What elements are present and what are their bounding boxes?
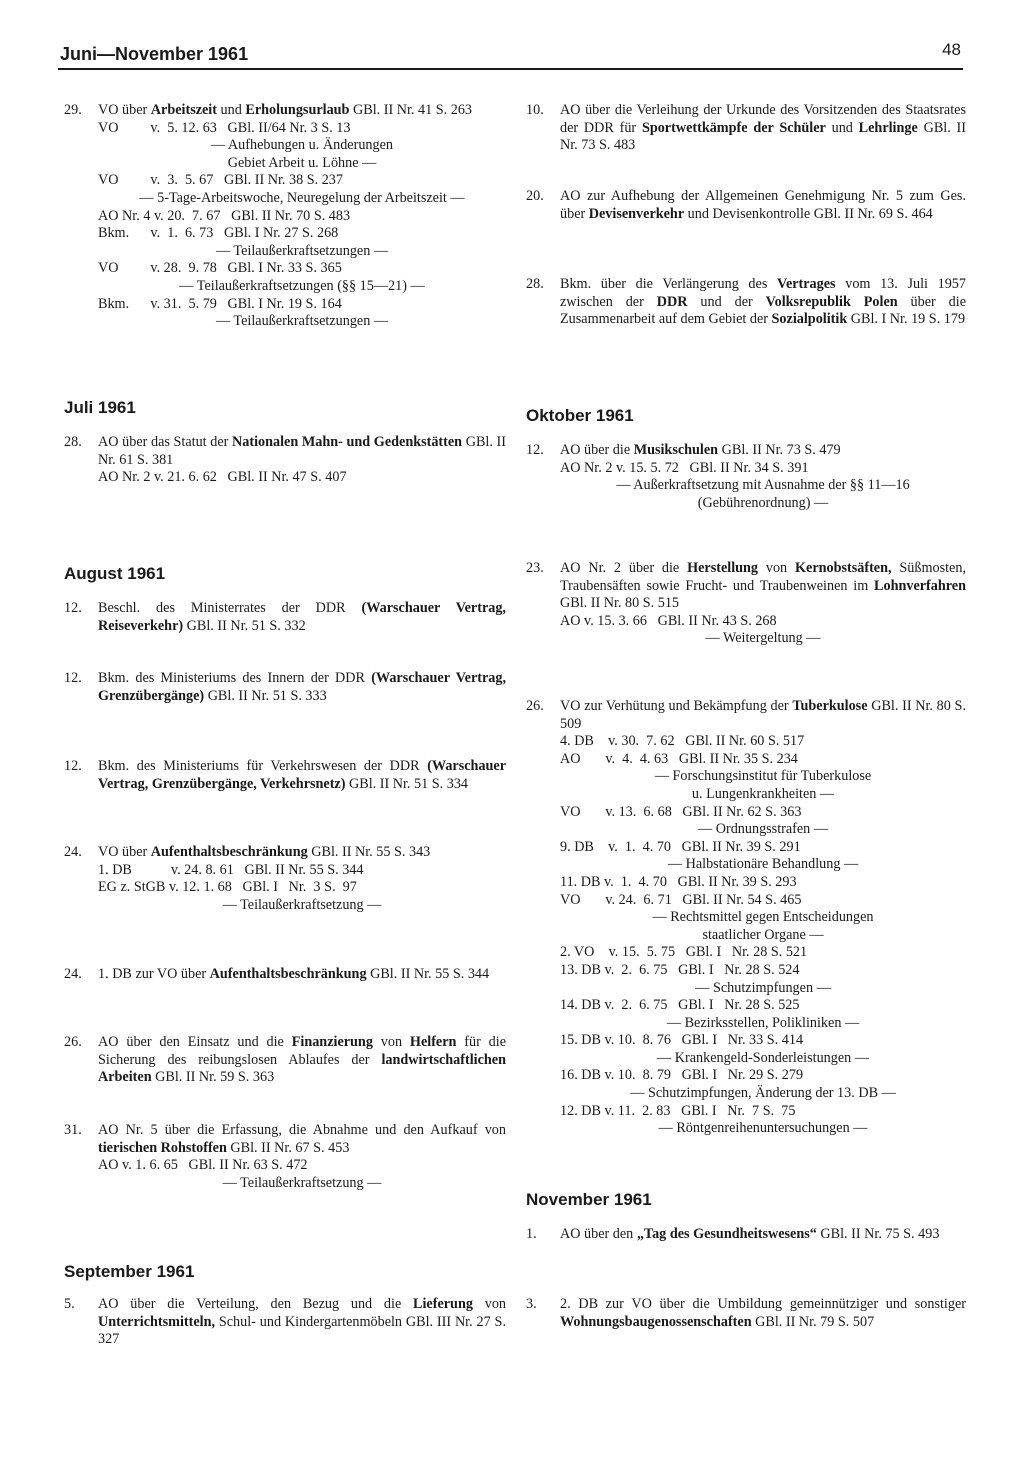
- entry-text: VO über Aufenthaltsbeschränkung GBl. II Nr. 55 S. 343: [98, 844, 431, 860]
- keyword: Devisenverkehr: [588, 205, 685, 222]
- entry-text: AO zur Aufhebung der Allgemeinen Genehmigung Nr. 5 zum Ges. über Devisenverkehr und Devisenkontrolle GBl. II Nr. 69 S. 464: [560, 188, 966, 222]
- entry-august-12a: [64, 600, 506, 635]
- keyword: (Warschauer Vertrag, Grenzübergänge, Verkehrsnetz): [98, 758, 506, 792]
- amendment-line: AO v. 15. 3. 66 GBl. II Nr. 43 S. 268: [560, 612, 777, 629]
- keyword: Sozialpolitik: [771, 311, 848, 328]
- entry-text: VO über Arbeitszeit und Erholungsurlaub GBl. II Nr. 41 S. 263: [98, 102, 473, 118]
- amendment-note: u. Lungenkrankheiten —: [691, 785, 835, 802]
- entry-text: AO über die Verleihung der Urkunde des Vorsitzenden des Staatsrates der DDR für Sportwettkämpfe der Schüler und Lehrlinge GBl. II Nr. 73 S. 483: [560, 102, 966, 154]
- keyword: (Warschauer Vertrag, Reiseverkehr): [98, 600, 506, 634]
- amendment-line: EG z. StGB v. 12. 1. 68 GBl. I Nr. 3 S. 97: [98, 879, 357, 896]
- entry-text: Beschl. des Ministerrates der DDR (Warschauer Vertrag, Reiseverkehr) GBl. II Nr. 51 S. 332: [98, 600, 506, 634]
- keyword: Volksrepublik Polen: [765, 293, 898, 310]
- entry-august-31: [64, 1122, 506, 1192]
- amendment-note: — Rechtsmittel gegen Entscheidungen: [652, 909, 874, 926]
- entry-text: AO über den „Tag des Gesundheitswesens“ GBl. II Nr. 75 S. 493: [560, 1226, 940, 1242]
- entry-november-1: [526, 1226, 966, 1244]
- entry-juli-28: [64, 434, 506, 487]
- entry-number: 12.: [64, 758, 82, 774]
- entry-number: 23.: [526, 560, 544, 576]
- entry-text: 2. DB zur VO über die Umbildung gemeinnütziger und sonstiger Wohnungsbaugenossenschaften GBl. II Nr. 79 S. 507: [560, 1296, 966, 1330]
- entry-text: AO über den Einsatz und die Finanzierung von Helfern für die Sicherung des reibungslosen Ablaufes der landwirtschaftlichen Arbeiten GBl. II Nr. 59 S. 363: [98, 1034, 506, 1086]
- amendment-note: — Bezirksstellen, Polikliniken —: [666, 1014, 860, 1031]
- entry-november-3: [526, 1296, 966, 1331]
- entry-number: 12.: [526, 442, 544, 458]
- amendment-note: — Krankengeld-Sonderleistungen —: [657, 1049, 869, 1066]
- keyword: Wohnungsbaugenossenschaften: [560, 1313, 752, 1330]
- entry-august-12b: [64, 670, 506, 705]
- entry-august-24b: [64, 966, 506, 984]
- entry-number: 12.: [64, 600, 82, 616]
- keyword: Lehrlinge: [858, 119, 918, 136]
- entry-number: 26.: [64, 1034, 82, 1050]
- entry-text: AO über die Verteilung, den Bezug und die Lieferung von Unterrichtsmitteln, Schul- und Kindergartenmöbeln GBl. III Nr. 27 S. 327: [98, 1296, 507, 1348]
- keyword: Aufenthaltsbeschränkung: [150, 844, 308, 860]
- amendment-line: Bkm. v. 1. 6. 73 GBl. I Nr. 27 S. 268: [98, 225, 339, 242]
- keyword: landwirtschaftlichen Arbeiten: [98, 1051, 506, 1086]
- entry-28: [526, 276, 966, 329]
- amendment-line: 14. DB v. 2. 6. 75 GBl. I Nr. 28 S. 525: [560, 997, 800, 1014]
- entry-number: 28.: [64, 434, 82, 450]
- amendment-line: 11. DB v. 1. 4. 70 GBl. II Nr. 39 S. 293: [560, 873, 797, 890]
- amendment-line: VO v. 3. 5. 67 GBl. II Nr. 38 S. 237: [98, 172, 343, 189]
- amendment-line: Bkm. v. 31. 5. 79 GBl. I Nr. 19 S. 164: [98, 295, 342, 312]
- entry-number: 29.: [64, 102, 82, 118]
- amendment-note: — Außerkraftsetzung mit Ausnahme der §§ 11—16: [616, 477, 910, 494]
- keyword: Unterrichtsmitteln,: [98, 1313, 216, 1330]
- keyword: Lohnverfahren: [874, 577, 966, 594]
- entry-number: 3.: [526, 1296, 537, 1312]
- entry-text: Bkm. des Ministeriums für Verkehrswesen der DDR (Warschauer Vertrag, Grenzübergänge, Verkehrsnetz) GBl. II Nr. 51 S. 334: [98, 758, 506, 792]
- entry-oktober-12: [526, 442, 966, 512]
- entry-number: 12.: [64, 670, 82, 686]
- entry-number: 10.: [526, 102, 544, 118]
- amendment-note: — Schutzimpfungen, Änderung der 13. DB —: [630, 1085, 896, 1102]
- amendment-note: — Halbstationäre Behandlung —: [667, 856, 859, 873]
- amendment-line: 12. DB v. 11. 2. 83 GBl. I Nr. 7 S. 75: [560, 1102, 796, 1119]
- amendment-note: Gebiet Arbeit u. Löhne —: [227, 154, 377, 171]
- page-header: [58, 40, 963, 70]
- entry-29: [64, 102, 506, 331]
- section-title-august: August 1961: [64, 564, 166, 583]
- amendment-list: [560, 733, 966, 1138]
- page-number: 48: [942, 40, 961, 59]
- entry-text: AO über das Statut der Nationalen Mahn- und Gedenkstätten GBl. II Nr. 61 S. 381: [98, 434, 506, 468]
- amendment-note: — Teilaußerkraftsetzungen —: [215, 313, 389, 330]
- section-title-september: September 1961: [64, 1262, 195, 1281]
- entry-number: 5.: [64, 1296, 75, 1312]
- entry-august-24a: [64, 844, 506, 914]
- entry-text: AO Nr. 2 über die Herstellung von Kernobstsäften, Süßmosten, Traubensäften sowie Frucht- und Traubenweinen im Lohnverfahren GBl. II Nr. 80 S. 515: [560, 560, 966, 612]
- entry-text: VO zur Verhütung und Bekämpfung der Tuberkulose GBl. II Nr. 80 S. 509: [560, 698, 966, 732]
- amendment-line: VO v. 13. 6. 68 GBl. II Nr. 62 S. 363: [560, 803, 802, 820]
- keyword: Herstellung: [687, 560, 759, 576]
- amendment-note: — Teilaußerkraftsetzung —: [222, 896, 382, 913]
- keyword: Vertrages: [777, 276, 836, 292]
- amendment-line: 2. VO v. 15. 5. 75 GBl. I Nr. 28 S. 521: [560, 944, 808, 961]
- amendment-line: VO v. 24. 6. 71 GBl. II Nr. 54 S. 465: [560, 891, 802, 908]
- section-title-oktober: Oktober 1961: [526, 406, 634, 425]
- amendment-line: 15. DB v. 10. 8. 76 GBl. I Nr. 33 S. 414: [560, 1032, 804, 1049]
- keyword: tierischen Rohstoffen: [98, 1139, 227, 1156]
- keyword: Sportwettkämpfe der Schüler: [641, 119, 826, 136]
- amendment-note: — Weitergeltung —: [705, 630, 821, 647]
- amendment-note: — Ordnungsstrafen —: [697, 821, 829, 838]
- amendment-note: — Forschungsinstitut für Tuberkulose: [654, 768, 872, 785]
- amendment-line: VO v. 28. 9. 78 GBl. I Nr. 33 S. 365: [98, 260, 342, 277]
- amendment-note: — 5-Tage-Arbeitswoche, Neuregelung der Arbeitszeit —: [139, 189, 465, 206]
- keyword: Arbeitszeit: [150, 102, 217, 118]
- entry-20: [526, 188, 966, 223]
- amendment-line: AO Nr. 4 v. 20. 7. 67 GBl. II Nr. 70 S. 483: [98, 207, 351, 224]
- amendment-line: 16. DB v. 10. 8. 79 GBl. I Nr. 29 S. 279: [560, 1067, 804, 1084]
- entry-number: 1.: [526, 1226, 537, 1242]
- keyword: Helfern: [409, 1034, 457, 1050]
- entry-number: 31.: [64, 1122, 82, 1138]
- section-title-november: November 1961: [526, 1190, 652, 1209]
- entry-text: Bkm. des Ministeriums des Innern der DDR (Warschauer Vertrag, Grenzübergänge) GBl. II Nr. 51 S. 333: [98, 670, 506, 704]
- entry-number: 20.: [526, 188, 544, 204]
- amendment-line: VO v. 5. 12. 63 GBl. II/64 Nr. 3 S. 13: [98, 119, 351, 136]
- section-title-juli: Juli 1961: [64, 398, 136, 417]
- entry-number: 24.: [64, 844, 82, 860]
- amendment-note: (Gebührenordnung) —: [697, 494, 829, 511]
- amendment-note: — Röntgenreihenuntersuchungen —: [658, 1120, 868, 1137]
- running-title: Juni—November 1961: [60, 44, 249, 64]
- amendment-line: AO v. 4. 4. 63 GBl. II Nr. 35 S. 234: [560, 750, 798, 767]
- keyword: Tuberkulose: [792, 698, 868, 714]
- entry-oktober-23: [526, 560, 966, 648]
- keyword: Aufenthaltsbeschränkung: [209, 966, 367, 982]
- amendment-line: 4. DB v. 30. 7. 62 GBl. II Nr. 60 S. 517: [560, 733, 805, 750]
- entry-text: 1. DB zur VO über Aufenthaltsbeschränkung GBl. II Nr. 55 S. 344: [98, 966, 490, 982]
- entry-text: AO Nr. 5 über die Erfassung, die Abnahme und den Aufkauf von tierischen Rohstoffen GBl. II Nr. 67 S. 453: [98, 1122, 506, 1156]
- amendment-note: — Schutzimpfungen —: [695, 979, 831, 996]
- amendment-line: AO Nr. 2 v. 15. 5. 72 GBl. II Nr. 34 S. 391: [560, 459, 809, 476]
- keyword: Nationalen Mahn- und Gedenkstätten: [232, 434, 463, 450]
- amendment-note: — Teilaußerkraftsetzungen (§§ 15—21) —: [179, 277, 425, 294]
- entry-number: 24.: [64, 966, 82, 982]
- entry-number: 26.: [526, 698, 544, 714]
- amendment-note: staatlicher Organe —: [702, 926, 824, 943]
- entry-number: 28.: [526, 276, 544, 292]
- amendment-line: 1. DB v. 24. 8. 61 GBl. II Nr. 55 S. 344: [98, 861, 364, 878]
- amendment-note: — Aufhebungen u. Änderungen: [210, 137, 394, 154]
- entry-august-26: [64, 1034, 506, 1087]
- keyword: Lieferung: [413, 1296, 473, 1312]
- keyword: „Tag des Gesundheitswesens“: [636, 1226, 817, 1242]
- keyword: DDR: [656, 293, 688, 310]
- amendment-list: [98, 120, 506, 331]
- entry-10: [526, 102, 966, 155]
- amendment-note: — Teilaußerkraftsetzungen —: [215, 242, 389, 259]
- amendment-note: — Teilaußerkraftsetzung —: [222, 1174, 382, 1191]
- amendment-line: 13. DB v. 2. 6. 75 GBl. I Nr. 28 S. 524: [560, 961, 800, 978]
- keyword: Musikschulen: [633, 442, 719, 458]
- amendment-line: AO Nr. 2 v. 21. 6. 62 GBl. II Nr. 47 S. 407: [98, 469, 347, 486]
- entry-august-12c: [64, 758, 506, 793]
- keyword: Finanzierung: [291, 1034, 373, 1050]
- amendment-line: AO v. 1. 6. 65 GBl. II Nr. 63 S. 472: [98, 1157, 308, 1174]
- entry-text: AO über die Musikschulen GBl. II Nr. 73 S. 479: [560, 442, 841, 458]
- entry-oktober-26: [526, 698, 966, 1138]
- keyword: Erholungsurlaub: [245, 102, 350, 118]
- entry-september-5: [64, 1296, 506, 1349]
- keyword: (Warschauer Vertrag, Grenzübergänge): [98, 670, 506, 704]
- amendment-line: 9. DB v. 1. 4. 70 GBl. II Nr. 39 S. 291: [560, 838, 801, 855]
- entry-text: Bkm. über die Verlängerung des Vertrages vom 13. Juli 1957 zwischen der DDR und der Volksrepublik Polen über die Zusammenarbeit auf dem Gebiet der Sozialpolitik GBl. I Nr. 19 S. 179: [560, 276, 967, 328]
- keyword: Kernobstsäften,: [794, 560, 892, 576]
